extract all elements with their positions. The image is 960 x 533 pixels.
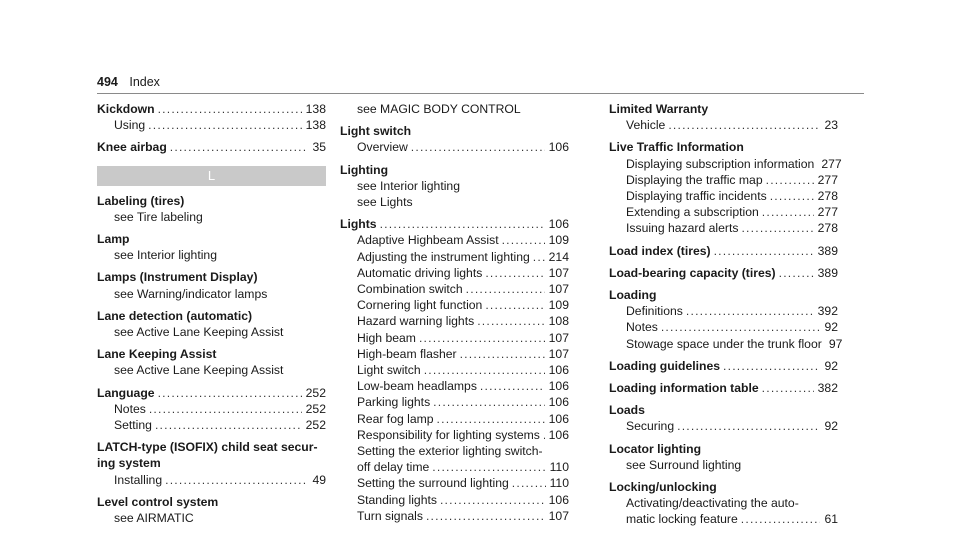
index-subentry[interactable] — [609, 156, 842, 172]
entry-text: Issuing hazard alerts — [626, 221, 739, 236]
dot-leader — [437, 411, 545, 427]
entry-text: Kickdown — [97, 102, 155, 116]
dot-leader — [741, 220, 813, 236]
index-subentry[interactable] — [609, 336, 843, 352]
entry-text: Stowage space under the trunk floor — [626, 336, 822, 351]
index-entry — [609, 287, 838, 303]
dot-leader — [677, 418, 820, 434]
dot-leader — [661, 319, 821, 335]
entry-text: Lane Keeping Assist — [97, 347, 217, 362]
index-subentry[interactable] — [340, 249, 569, 265]
page-reference[interactable]: 214 — [548, 249, 569, 264]
entry-text: Lamp — [97, 232, 130, 247]
dot-leader — [158, 101, 302, 117]
entry-text: Cornering light function — [357, 298, 483, 313]
entry-text: see Warning/indicator lamps — [114, 286, 268, 301]
index-subentry[interactable] — [609, 511, 838, 527]
page-reference[interactable]: 138 — [305, 102, 326, 116]
dot-leader — [485, 297, 544, 313]
entry-text: Setting the exterior lighting switch- — [357, 444, 543, 459]
entry-text: Turn signals — [357, 508, 423, 523]
index-subentry[interactable] — [340, 313, 569, 329]
page-reference[interactable]: 107 — [548, 346, 569, 361]
page-reference[interactable]: 107 — [548, 508, 569, 523]
dot-leader — [762, 204, 814, 220]
index-subentry[interactable] — [340, 330, 569, 346]
index-entry[interactable] — [97, 101, 326, 117]
dot-leader — [485, 265, 544, 281]
entry-text: off delay time — [357, 460, 430, 475]
index-subentry[interactable] — [609, 303, 838, 319]
index-entry[interactable] — [609, 358, 838, 374]
index-subentry — [340, 443, 569, 459]
index-entry — [97, 455, 326, 471]
entry-text: see Interior lighting — [114, 248, 217, 263]
index-subentry — [97, 324, 326, 340]
page-reference[interactable]: 138 — [305, 118, 326, 133]
page-reference[interactable]: 278 — [817, 189, 838, 204]
page-reference[interactable]: 106 — [548, 217, 569, 232]
index-subentry — [97, 247, 326, 263]
dot-leader — [477, 313, 544, 329]
index-subentry[interactable] — [340, 378, 569, 394]
index-subentry[interactable] — [97, 401, 326, 417]
dot-leader — [466, 281, 545, 297]
entry-text: Notes — [114, 401, 146, 416]
entry-text: High-beam flasher — [357, 346, 457, 361]
entry-text: ing system — [97, 456, 161, 471]
index-subentry[interactable] — [609, 204, 838, 220]
index-subentry — [97, 286, 326, 302]
entry-text: see MAGIC BODY CONTROL — [357, 102, 521, 116]
entry-text: Locking/unlocking — [609, 480, 717, 495]
page-reference[interactable]: 110 — [549, 476, 569, 491]
dot-leader — [723, 358, 820, 374]
entry-text: LATCH-type (ISOFIX) child seat secur- — [97, 440, 318, 455]
dot-leader — [158, 385, 302, 401]
index-subentry[interactable] — [340, 508, 569, 524]
entry-text: Displaying traffic incidents — [626, 189, 767, 204]
entry-text: Notes — [626, 320, 658, 335]
page-reference[interactable]: 97 — [828, 336, 843, 351]
index-subentry[interactable] — [609, 418, 838, 434]
dot-leader — [155, 417, 302, 433]
entry-text: see Active Lane Keeping Assist — [114, 363, 284, 378]
page-reference[interactable]: 23 — [824, 118, 838, 133]
index-subentry — [97, 362, 326, 378]
dot-leader — [424, 362, 545, 378]
index-entry[interactable] — [340, 216, 569, 232]
index-entry[interactable] — [609, 380, 838, 396]
index-subentry[interactable] — [609, 117, 838, 133]
index-subentry — [97, 209, 326, 225]
page-reference[interactable]: 107 — [548, 330, 569, 345]
page-reference[interactable]: 392 — [817, 304, 838, 319]
page-reference[interactable]: 35 — [312, 140, 326, 155]
index-subentry[interactable] — [340, 232, 569, 248]
page-reference[interactable]: 106 — [548, 492, 569, 507]
index-subentry[interactable] — [97, 472, 326, 488]
entry-text: see Surround lighting — [626, 457, 742, 472]
dot-leader — [433, 394, 544, 410]
entry-text: Adjusting the instrument lighting — [357, 249, 530, 264]
entry-text: Lighting — [340, 162, 389, 177]
entry-text: Locator lighting — [609, 441, 702, 456]
page-reference[interactable]: 277 — [821, 156, 842, 171]
page-reference[interactable]: 92 — [824, 358, 838, 373]
page-reference[interactable]: 106 — [548, 379, 569, 394]
entry-text: Using — [114, 118, 146, 133]
index-entry — [340, 162, 569, 178]
entry-text: High beam — [357, 330, 416, 345]
index-subentry[interactable] — [340, 362, 569, 378]
entry-text: Loading information table — [609, 381, 759, 396]
entry-text: Lane detection (automatic) — [97, 308, 253, 323]
page-reference[interactable]: 252 — [305, 385, 326, 400]
entry-text: Displaying the traffic map — [626, 172, 763, 187]
index-subentry — [340, 178, 569, 194]
entry-text: see AIRMATIC — [114, 511, 194, 526]
index-entry[interactable] — [609, 265, 838, 281]
page-reference[interactable]: 107 — [548, 265, 569, 280]
index-entry — [97, 346, 326, 362]
dot-leader — [714, 243, 814, 259]
page-reference[interactable]: 49 — [312, 472, 326, 487]
entry-text: Parking lights — [357, 395, 431, 410]
index-entry — [97, 269, 326, 285]
index-entry[interactable] — [97, 139, 326, 155]
index-entry — [609, 441, 838, 457]
index-subentry[interactable] — [340, 265, 569, 281]
index-entry — [97, 308, 326, 324]
entry-text: Rear fog lamp — [357, 411, 434, 426]
dot-leader — [460, 346, 545, 362]
dot-leader — [502, 232, 545, 248]
dot-leader — [766, 172, 814, 188]
index-entry[interactable] — [97, 385, 326, 401]
entry-text: Low-beam headlamps — [357, 379, 477, 394]
entry-text: Automatic driving lights — [357, 265, 483, 280]
entry-text: Lamps (Instrument Display) — [97, 270, 258, 285]
index-entry — [97, 193, 326, 209]
index-entry — [609, 402, 838, 418]
entry-text: Extending a subscription — [626, 205, 759, 220]
entry-text: Language — [97, 385, 155, 400]
entry-text: Vehicle — [626, 118, 666, 133]
index-column-3 — [609, 101, 843, 528]
index-subentry[interactable] — [609, 172, 838, 188]
entry-text: Adaptive Highbeam Assist — [357, 233, 499, 248]
index-subentry — [97, 510, 326, 526]
dot-leader — [149, 401, 302, 417]
page-reference[interactable]: 106 — [548, 427, 569, 442]
page-reference[interactable]: 106 — [548, 140, 569, 155]
dot-leader — [543, 427, 545, 443]
entry-text: Standing lights — [357, 492, 437, 507]
index-column-1 — [97, 101, 326, 526]
page-reference[interactable]: 252 — [305, 418, 326, 433]
index-subentry[interactable] — [340, 139, 569, 155]
index-subentry[interactable] — [609, 319, 838, 335]
dot-leader — [741, 511, 821, 527]
page-reference[interactable]: 382 — [817, 381, 838, 396]
index-subentry[interactable] — [340, 427, 569, 443]
index-subentry[interactable] — [97, 117, 326, 133]
page-number: 494 — [97, 75, 118, 89]
page-header — [97, 75, 160, 89]
index-subentry[interactable] — [340, 411, 569, 427]
entry-text: Installing — [114, 472, 163, 487]
letter-divider: L — [97, 166, 326, 186]
dot-leader — [380, 216, 545, 232]
entry-text: Load index (tires) — [609, 243, 711, 258]
entry-text: matic locking feature — [626, 512, 738, 527]
index-entry — [97, 494, 326, 510]
dot-leader — [165, 472, 308, 488]
page-reference[interactable]: 92 — [824, 419, 838, 434]
index-subentry[interactable] — [609, 220, 838, 236]
dot-leader — [170, 139, 309, 155]
page-reference[interactable]: 92 — [824, 320, 838, 335]
dot-leader — [779, 265, 814, 281]
page-reference[interactable]: 109 — [548, 298, 569, 313]
entry-text: Definitions — [626, 304, 683, 319]
index-subentry[interactable] — [340, 394, 569, 410]
page-reference[interactable]: 106 — [548, 363, 569, 378]
entry-text: Activating/deactivating the auto- — [626, 496, 799, 511]
entry-text: Loads — [609, 403, 645, 418]
dot-leader — [419, 330, 545, 346]
index-subentry[interactable] — [340, 346, 569, 362]
dot-leader — [770, 188, 814, 204]
dot-leader — [533, 249, 545, 265]
page-reference[interactable]: 252 — [305, 401, 326, 416]
index-entry — [609, 479, 838, 495]
page-reference[interactable]: 389 — [817, 265, 838, 280]
dot-leader — [426, 508, 545, 524]
entry-text: see Tire labeling — [114, 209, 203, 224]
dot-leader — [432, 459, 545, 475]
entry-text: Setting — [114, 418, 152, 433]
index-subentry — [340, 101, 569, 117]
index-entry — [97, 231, 326, 247]
index-entry — [97, 439, 326, 455]
index-entry — [609, 139, 838, 155]
entry-text: Loading — [609, 288, 657, 303]
index-entry[interactable] — [609, 243, 838, 259]
entry-text: Live Traffic Information — [609, 140, 744, 155]
page-reference[interactable]: 278 — [817, 221, 838, 236]
index-subentry[interactable] — [340, 297, 569, 313]
index-subentry[interactable] — [340, 492, 569, 508]
index-subentry[interactable] — [97, 417, 326, 433]
entry-text: see Active Lane Keeping Assist — [114, 325, 284, 340]
index-column-2 — [340, 101, 569, 524]
dot-leader — [762, 380, 814, 396]
entry-text: Labeling (tires) — [97, 193, 185, 208]
entry-text: see Interior lighting — [357, 178, 460, 193]
section-title: Index — [129, 75, 160, 89]
entry-text: see Lights — [357, 195, 413, 210]
page-reference[interactable]: 277 — [817, 205, 838, 220]
header-rule — [97, 93, 864, 94]
index-entry — [609, 101, 838, 117]
entry-text: Setting the surround lighting — [357, 476, 509, 491]
index-subentry[interactable] — [340, 459, 569, 475]
entry-text: Load-bearing capacity (tires) — [609, 265, 776, 280]
entry-text: Displaying subscription information — [626, 156, 815, 171]
entry-text: Hazard warning lights — [357, 314, 475, 329]
entry-text: Securing — [626, 419, 675, 434]
index-subentry[interactable] — [609, 188, 838, 204]
page-reference[interactable]: 106 — [548, 395, 569, 410]
index-entry — [340, 123, 569, 139]
entry-text: Lights — [340, 217, 377, 232]
entry-text: Light switch — [357, 363, 421, 378]
page-reference[interactable]: 61 — [824, 512, 838, 527]
entry-text: Level control system — [97, 494, 219, 509]
dot-leader — [148, 117, 301, 133]
page-reference[interactable]: 107 — [548, 282, 569, 297]
entry-text: Combination switch — [357, 282, 463, 297]
index-subentry — [340, 194, 569, 210]
entry-text: Overview — [357, 140, 408, 155]
dot-leader — [512, 475, 546, 491]
page-reference[interactable]: 109 — [548, 233, 569, 248]
entry-text: Light switch — [340, 124, 412, 139]
page-reference[interactable]: 277 — [817, 172, 838, 187]
index-subentry[interactable] — [340, 475, 569, 491]
dot-leader — [668, 117, 820, 133]
dot-leader — [686, 303, 814, 319]
page-reference[interactable]: 106 — [548, 411, 569, 426]
index-subentry[interactable] — [340, 281, 569, 297]
dot-leader — [480, 378, 545, 394]
entry-text: Knee airbag — [97, 140, 167, 155]
index-subentry — [609, 457, 838, 473]
entry-text: Limited Warranty — [609, 102, 709, 116]
entry-text: Responsibility for lighting systems — [357, 427, 540, 442]
entry-text: Loading guidelines — [609, 358, 721, 373]
dot-leader — [411, 139, 545, 155]
dot-leader — [440, 492, 545, 508]
page-reference[interactable]: 108 — [548, 314, 569, 329]
index-subentry — [609, 495, 838, 511]
page-reference[interactable]: 110 — [549, 460, 569, 475]
page-reference[interactable]: 389 — [817, 243, 838, 258]
